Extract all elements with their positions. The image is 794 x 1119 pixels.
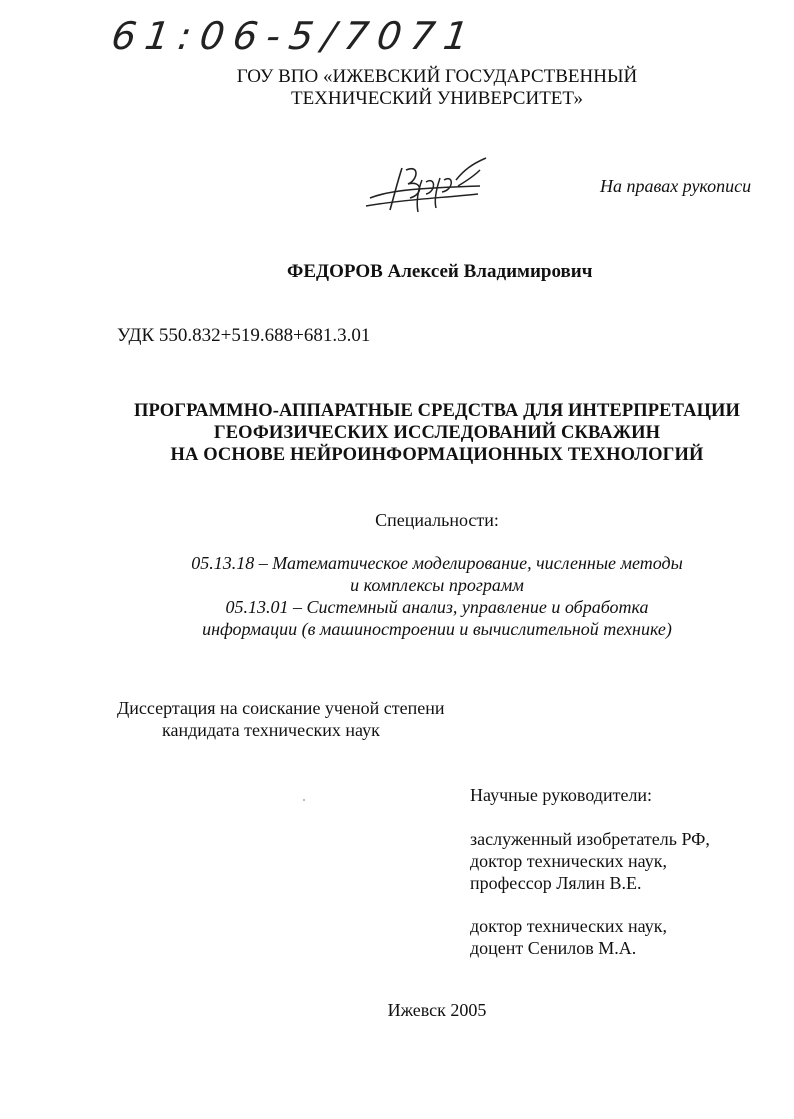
supervisor-1-line-3: профессор Лялин В.Е. <box>470 873 642 893</box>
specialty-line-2: и комплексы программ <box>350 575 524 595</box>
specialty-line-4: информации (в машиностроении и вычислительной технике) <box>202 619 672 639</box>
specialty-line-1: 05.13.18 – Математическое моделирование, численные методы <box>191 553 683 573</box>
title-line-1: ПРОГРАММНО-АППАРАТНЫЕ СРЕДСТВА ДЛЯ ИНТЕРПРЕТАЦИИ <box>133 401 741 421</box>
supervisor-2-line-1: доктор технических наук, <box>470 916 667 936</box>
title-line-3: НА ОСНОВЕ НЕЙРОИНФОРМАЦИОННЫХ ТЕХНОЛОГИЙ <box>170 445 704 465</box>
specialties-heading: Специальности: <box>375 510 499 530</box>
supervisor-1-line-1: заслуженный изобретатель РФ, <box>470 829 710 849</box>
archive-number-handwritten: 61:06-5/7071 <box>108 14 481 58</box>
institution-line-2: ТЕХНИЧЕСКИЙ УНИВЕРСИТЕТ» <box>290 88 584 109</box>
supervisor-1-line-2: доктор технических наук, <box>470 851 667 871</box>
degree-line-1: Диссертация на соискание ученой степени <box>117 698 445 718</box>
supervisor-2-line-2: доцент Сенилов М.А. <box>470 938 637 958</box>
manuscript-rights-note: На правах рукописи <box>600 176 752 196</box>
degree-line-2: кандидата технических наук <box>162 720 380 740</box>
scan-speck <box>303 799 305 801</box>
author-name <box>287 261 592 283</box>
author-surname: ФЕДОРОВ <box>287 261 383 282</box>
udc-code: УДК 550.832+519.688+681.3.01 <box>117 325 371 346</box>
signature <box>360 150 500 220</box>
specialty-line-3: 05.13.01 – Системный анализ, управление и обработка <box>225 597 649 617</box>
supervisors-heading: Научные руководители: <box>470 785 653 805</box>
author-given-names: Алексей Владимирович <box>387 261 593 282</box>
title-line-2: ГЕОФИЗИЧЕСКИХ ИССЛЕДОВАНИЙ СКВАЖИН <box>213 423 661 443</box>
institution-line-1: ГОУ ВПО «ИЖЕВСКИЙ ГОСУДАРСТВЕННЫЙ <box>236 66 638 87</box>
place-year: Ижевск 2005 <box>387 1000 487 1020</box>
